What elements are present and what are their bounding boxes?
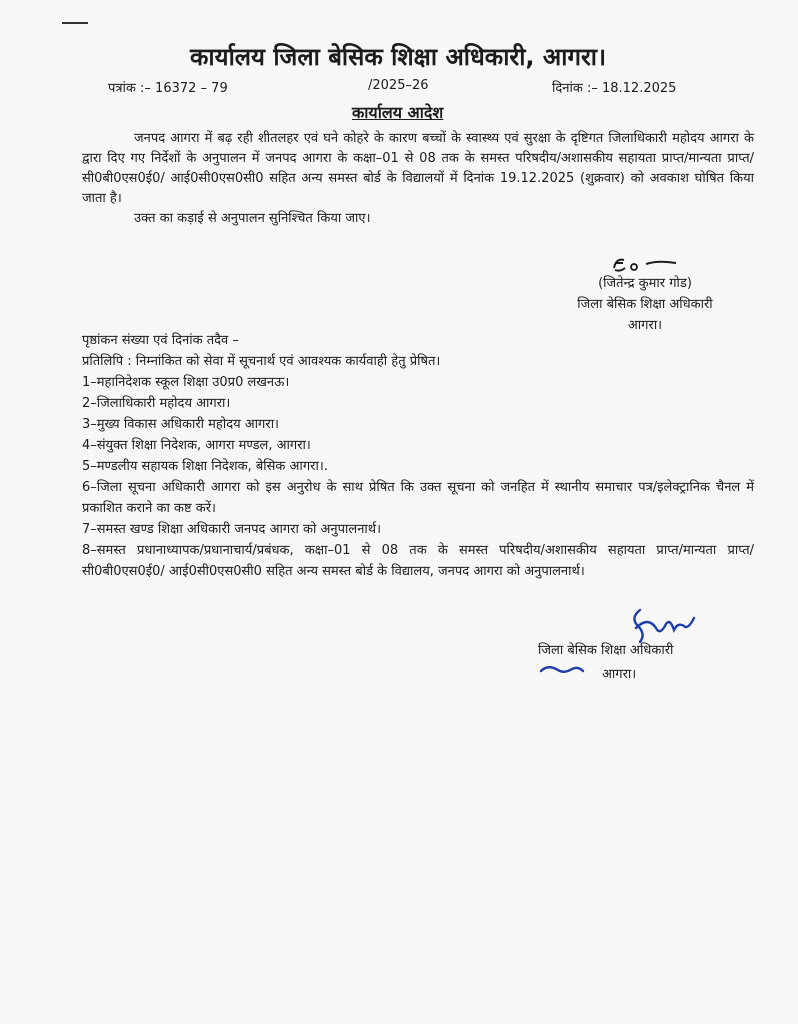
list-item: 2–जिलाधिकारी महोदय आगरा। — [82, 396, 231, 411]
list-item: 8–समस्त प्रधानाध्यापक/प्रधानाचार्य/प्रबंधक, कक्षा–01 से 08 तक के समस्त परिषदीय/अशासकीय सहायता प्राप्त/मान्यता प्राप्त/सी0बी0एस0ई0/ आई0सी0एस0सी0 सहित अन्य समस्त बोर्ड के विद्यालय, जनपद आगरा को अनुपालनार्थ। — [82, 543, 754, 579]
initials-mark — [538, 662, 586, 678]
session-year: /2025–26 — [368, 78, 429, 93]
list-item: 6–जिला सूचना अधिकारी आगरा को इस अनुरोध के साथ प्रेषित कि उक्त सूचना को जनहित में स्थानीय समाचार पत्र/इलेक्ट्रानिक चैनल में प्रकाशित कराने का कष्ट करें। — [82, 480, 754, 516]
officer-designation: जिला बेसिक शिक्षा अधिकारी — [577, 297, 713, 312]
signatory-designation: जिला बेसिक शिक्षा अधिकारी — [538, 643, 674, 658]
list-item: 5–मण्डलीय सहायक शिक्षा निदेशक, बेसिक आगरा।. — [82, 459, 328, 474]
officer-name: (जितेन्द्र कुमार गोड) — [598, 276, 692, 291]
endorsement-section — [82, 330, 754, 582]
officer-place: आगरा। — [627, 318, 663, 333]
order-body — [82, 129, 754, 229]
page-mark — [62, 22, 88, 24]
compliance-line: उक्त का कड़ाई से अनुपालन सुनिश्चित किया जाए। — [134, 211, 371, 226]
office-title: कार्यालय जिला बेसिक शिक्षा अधिकारी, आगरा। — [190, 43, 607, 71]
order-paragraph: जनपद आगरा में बढ़ रही शीतलहर एवं घने कोहरे के कारण बच्चों के स्वास्थ्य एवं सुरक्षा के दृष्टिगत जिलाधिकारी महोदय आगरा के द्वारा दिए गए निर्देशों के अनुपालन में जनपद आगरा के कक्षा–01 से 08 तक के समस्त परिषदीय/अशासकीय सहायता प्राप्त/मान्यता प्राप्त/सी0बी0एस0ई0/ आई0सी0एस0सी0 सहित अन्य समस्त बोर्ड के विद्यालयों में दिनांक 19.12.2025 (शुक्रवार) को अवकाश घोषित किया जाता है। — [82, 131, 754, 206]
order-heading: कार्यालय आदेश — [352, 103, 444, 122]
signatory-place: आगरा। — [602, 667, 637, 682]
patrank: पत्रांक :– 16372 – 79 — [108, 81, 228, 96]
list-item: 4–संयुक्त शिक्षा निदेशक, आगरा मण्डल, आगरा। — [82, 438, 311, 453]
order-date: दिनांक :– 18.12.2025 — [552, 81, 677, 96]
list-item: 3–मुख्य विकास अधिकारी महोदय आगरा। — [82, 417, 279, 432]
endorsement-heading: पृष्ठांकन संख्या एवं दिनांक तदैव – — [82, 333, 239, 348]
list-item: 7–समस्त खण्ड शिक्षा अधिकारी जनपद आगरा को अनुपालनार्थ। — [82, 522, 382, 537]
list-item: 1–महानिदेशक स्कूल शिक्षा उ0प्र0 लखनऊ। — [82, 375, 290, 390]
signature-block-1 — [535, 250, 755, 336]
copy-line: प्रतिलिपि : निम्नांकित को सेवा में सूचनार्थ एवं आवश्यक कार्यवाही हेतु प्रेषित। — [82, 354, 441, 369]
